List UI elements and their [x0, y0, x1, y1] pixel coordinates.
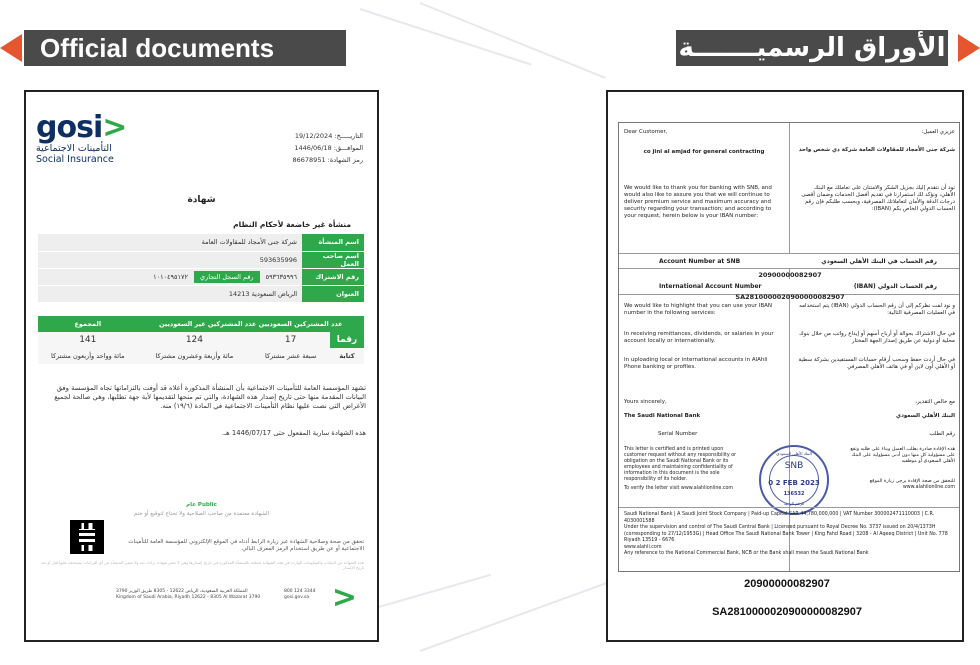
verify-text: تحقق من صحة وصلاحية الشهادة عبر زيارة الرابط أدناه في الموقع الإلكتروني للمؤسسة العامة للتأمينات الاجتماعية أو عن طريق استخدام الرمز المعرف البالي	[128, 539, 364, 552]
decor-line	[420, 2, 606, 79]
stamp-number: 136532	[783, 491, 805, 497]
table-row: العنوان الرياض السعودية 14213	[38, 285, 364, 302]
verify-site-english: To verify the letter visit www.alahlionline.com	[624, 486, 734, 491]
section-title-arabic: الأوراق الرسميـــــــة	[676, 30, 948, 66]
bank-footer	[619, 507, 960, 572]
account-label-arabic: رقم الحساب في البنك الأهلي السعودي	[821, 258, 937, 265]
account-band	[619, 253, 960, 269]
bank-stamp	[759, 445, 829, 515]
table-row: كتابة سبعة عشر مشتركا مائة وأربعة وعشرون مشتركا مائة وواحد وأربعون مشتركا	[38, 348, 364, 364]
table-header: عدد المشتركين السعوديين عدد المشتركين غير السعوديين المجموع	[38, 316, 364, 332]
iban-number: SA2810000020900000082907	[735, 293, 845, 301]
table-row: اسم المنشأة شركة جنى الأمجاد للمقاولات العامة	[38, 234, 364, 251]
greeting-english: Dear Customer,	[624, 129, 668, 135]
certificate-body: تشهد المؤسسة العامة للتأمينات الاجتماعية بأن المنشأة المذكورة أعلاه قد أوفت بالتزاماتها تجاه المؤسسة وفق البيانات المقدمة منها حتى تاريخ إصدار هذه الشهادة، والتي تم منحها لتقديمها لأية جهة تطلبها، وهي صالحة لجميع الأغراض التي نصت عليها نظام التأمينات الاجتماعية في المادة (١٩/٦) منه.	[54, 384, 366, 410]
footer-line: Saudi National Bank | A Saudi Joint Stock Company | Paid-up Capital SAR 44,780,000,000 | VAT Number 300002471110003 | C.R. 4030001588	[624, 512, 935, 524]
gosi-certificate	[24, 90, 379, 642]
table-row: رقم الاشتراك ٥٩٣٦٣٥٩٩٦رقم السجل التجاري١٠١٠٤٩٥١٧٢	[38, 268, 364, 285]
left-arrow-icon	[0, 34, 22, 62]
meta-row: الموافـــق: 1446/06/18	[294, 144, 363, 152]
intro-arabic: نود أن نتقدم إليك بجزيل الشكر والامتنان على تعاملك مع البنك الأهلي، ونؤكد لك استمرارنا في تقديم أفضل الخدمات وضمان أقصى درجات الدقة والأمان لتعاملاتك المصرفية، وبحسب طلبكم فإن رقم الحساب الدولي الخاص بكم (IBAN):	[801, 185, 955, 212]
caption-account-number: 20900000082907	[744, 578, 830, 590]
bank-name-english: The Saudi National Bank	[624, 413, 701, 419]
service-one-english: In receiving remittances, dividends, or salaries in your account locally or internationally.	[624, 331, 774, 344]
services-arabic: و نود لفت نظركم إلى أن رقم الحساب الدولي (IBAN) يتم استخدامه في العمليات المصرفية التالية:	[799, 303, 955, 316]
intro-english: We would like to thank you for banking with SNB, and would also like to assure you that we will continue to deliver premium service and maximum accuracy and security regarding your transaction; and according to your request, herein below is your IBAN number:	[624, 185, 772, 219]
commercial-register-label: رقم السجل التجاري	[194, 271, 260, 283]
caption-iban: SA2810000020900000082907	[712, 606, 862, 618]
service-one-arabic: في حال الاشتراك بحوالة أو أرباح أسهم أو إيداع رواتب من خلال بنوك محلية أو دولية عن طريق إصدار الجهة المختار	[799, 331, 955, 344]
certificate-validity: هذه الشهادة سارية المفعول حتى 1446/07/17 هـ.	[222, 429, 366, 437]
public-label: عام Public	[186, 502, 217, 508]
fine-print: هذه الشهادة من البيانات والمعلومات الواردة في هذه الشهادة متعلقة بالمنشأة المذكورة في تاريخ إصدارها وهي لا تعتبر شهادة براءة ذمة ولا تعفي المنشأة من أي التزامات مستحقة عليها قبل أو بعد تاريخ الإصدار	[40, 560, 364, 570]
serial-label-arabic: رقم الطلب	[929, 431, 955, 437]
service-two-english: In uploading local or international accounts in AlAhli Phone banking or profiles.	[624, 357, 768, 370]
company-arabic: شركة جنى الأمجاد للمقاولات العامة شركة ذي شخص واحد	[798, 147, 955, 153]
public-note: الشهادة معتمدة من صاحب الصلاحية ولا تحتاج لتوقيع أو ختم	[133, 511, 270, 517]
services-english: We would like to highlight that you can use your IBAN number in the following services:	[624, 303, 773, 316]
footer-line: Under the supervision and control of The Saudi Central Bank | Licensed pursuant to Royal Decree No. 3737 issued on 20/4/1373H (corresponding to 27/12/1953G) | Head Office The Saudi National Bank Tower | King Fahd Road | 3208 - Al Aqeeq District | Unit No. 778 Riyadh 13519 - 6676	[624, 525, 948, 543]
stamp-logo: SNB	[784, 461, 804, 471]
certificate-title: شهادة	[187, 195, 216, 205]
snb-letter-body	[618, 122, 960, 572]
gosi-footer-arrow-icon: >	[331, 580, 357, 615]
table-row: اسم صاحب العمل 593635996	[38, 251, 364, 268]
gosi-logo-english: Social Insurance	[36, 154, 114, 165]
certificate-subtitle: منشأة غير خاضعة لأحكام النظام	[233, 220, 351, 229]
gosi-logo-arabic: التأمينات الاجتماعية	[36, 143, 112, 154]
closing-english: Yours sincerely,	[624, 399, 667, 405]
account-label-english: Account Number at SNB	[659, 258, 741, 265]
meta-row: التاريـــــخ: 19/12/2024	[294, 132, 363, 140]
serial-label-english: Serial Number	[658, 431, 698, 437]
stamp-caption: الرقم الوحيد	[783, 501, 805, 506]
disclaimer-arabic: هذه الإفادة صادرة بطلب العميل وبناء على طلبه وتقع على مسؤولية كل منها دون أدنى مسؤولية على البنك الأهلي السعودي أو موظفيه	[850, 447, 955, 464]
commercial-register-value: ١٠١٠٤٩٥١٧٢	[153, 272, 189, 281]
greeting-arabic: عزيزي العميل:	[921, 129, 955, 135]
iban-label-arabic: رقم الحساب الدولي (IBAN)	[853, 283, 937, 290]
gosi-logo	[36, 110, 127, 165]
verify-site-arabic: للتحقق من صحة الإفادة يرجى زيارة الموقع www.alahlionline.com	[869, 479, 955, 490]
footer-line: www.alahli.com	[624, 544, 662, 550]
stamp-title: البنك الأهلي السعودي	[776, 451, 812, 456]
footer-address: المملكة العربية السعودية، الرياض 12622 - 8305 طريق الوزير 3790 Kingdom of Saudi Arabia, Riyadh 12622 - 8305 Al Wazarat 3790	[116, 589, 261, 600]
gosi-logo-word: gosi	[36, 110, 103, 145]
service-two-arabic: في حال أردت حفظ وسحب أرقام حسابات المستفيدين بشركة سطية أو الأهلي أون لاين أو في هاتف الأهلي المصرفي	[798, 357, 955, 370]
decor-line	[420, 582, 609, 652]
right-arrow-icon	[958, 34, 980, 62]
footer-line: Any reference to the National Commercial Bank, NCB or the Bank shall mean the Saudi National Bank	[624, 551, 869, 556]
account-number: 20900000082907	[758, 271, 822, 279]
table-row: رقما 17 124 141	[38, 332, 364, 348]
section-title-english: Official documents	[24, 30, 346, 66]
company-english: co jini al amjad for general contracting	[643, 149, 765, 155]
closing-arabic: مع خالص التقدير،	[915, 399, 955, 405]
gosi-arrow-icon: >	[102, 110, 128, 145]
meta-row: رمز الشهادة: 86678951	[292, 156, 363, 164]
snb-iban-letter	[606, 90, 964, 642]
certificate-meta	[243, 130, 363, 166]
establishment-table	[38, 234, 364, 303]
bank-name-arabic: البنك الأهلي السعودي	[896, 413, 955, 419]
disclaimer-english: This letter is certified and is printed upon customer request without any responsibility or obligation on the Saudi National Bank or its employees and maintaining confidentiality of information in this document is the sole responsibility of its holder.	[624, 447, 737, 482]
stamp-date: 0 2 FEB 2023	[768, 479, 820, 487]
footer-contact: 800 124 3344 gosi.gov.sa	[284, 589, 316, 600]
iban-label-english: International Account Number	[659, 283, 762, 290]
subscribers-table	[38, 316, 364, 364]
qr-code-icon	[70, 520, 104, 554]
